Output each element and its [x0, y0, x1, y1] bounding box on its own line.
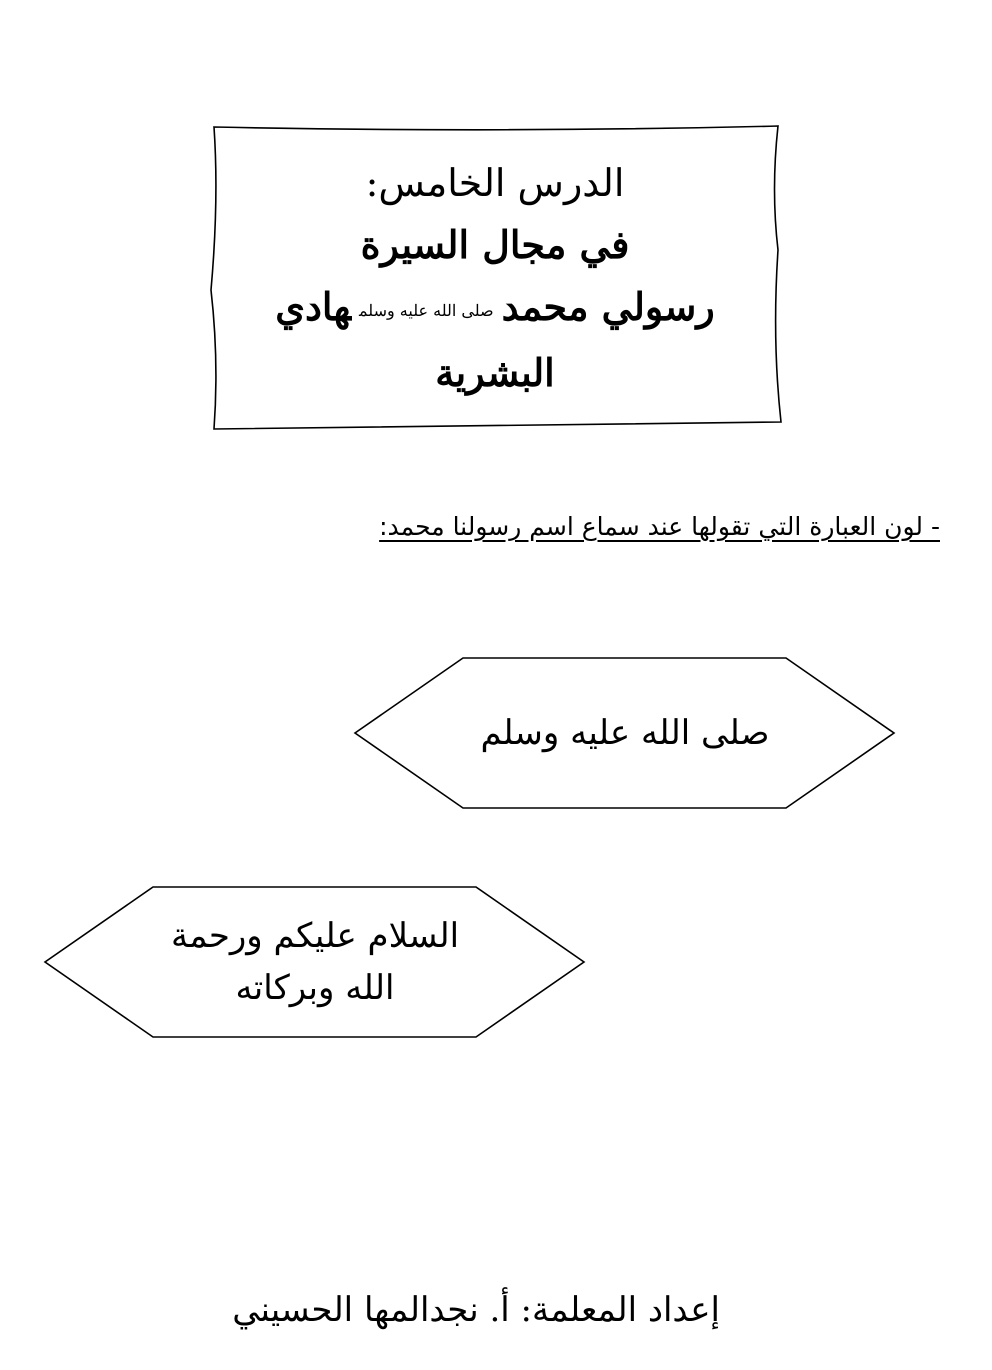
- title-line-4: البشرية: [435, 349, 555, 395]
- title-line-3: [275, 276, 714, 342]
- option-1-text[interactable]: [360, 658, 890, 808]
- title-salutation: صلى الله عليه وسلم: [359, 300, 494, 320]
- option-2-text[interactable]: [50, 887, 580, 1037]
- title-line-3-main: رسولي محمد: [501, 284, 715, 330]
- instruction-text: - لون العبارة التي تقولها عند سماع اسم رسولنا محمد:: [379, 512, 940, 541]
- option-2-line-1: السلام عليكم ورحمة: [170, 916, 460, 956]
- title-line-2: في مجال السيرة: [360, 222, 630, 268]
- title-line-1: الدرس الخامس:: [365, 161, 625, 206]
- option-2-line-2: الله وبركاته: [235, 968, 395, 1008]
- title-line-3-end: هادي: [275, 284, 352, 330]
- teacher-credit: إعداد المعلمة: أ. نجدالمها الحسيني: [232, 1290, 720, 1330]
- option-1-label: صلى الله عليه وسلم: [480, 713, 770, 753]
- lesson-title: [205, 128, 785, 428]
